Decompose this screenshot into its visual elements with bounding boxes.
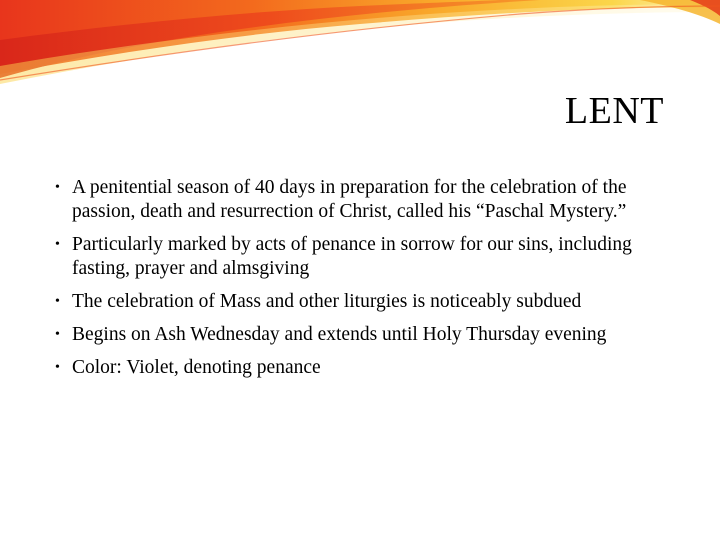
list-item (52, 290, 672, 314)
bullet-text: Particularly marked by acts of penance in sorrow for our sins, including fasting, prayer and almsgiving (72, 234, 632, 279)
bullet-list (52, 176, 672, 389)
bullet-text: The celebration of Mass and other liturgies is noticeably subdued (72, 291, 582, 312)
list-item (52, 356, 672, 380)
bullet-text: Color: Violet, denoting penance (72, 357, 321, 378)
bullet-marker: • (55, 294, 60, 309)
bullet-marker: • (55, 327, 60, 342)
slide-title: LENT (564, 90, 664, 132)
bullet-marker: • (55, 237, 60, 252)
bullet-marker: • (55, 180, 60, 195)
bullet-marker: • (55, 360, 60, 375)
list-item (52, 176, 672, 224)
list-item (52, 233, 672, 281)
bullet-text: Begins on Ash Wednesday and extends until Holy Thursday evening (72, 324, 607, 345)
bullet-text: A penitential season of 40 days in preparation for the celebration of the passion, death and resurrection of Christ, called his “Paschal Mystery.” (72, 177, 627, 222)
list-item (52, 323, 672, 347)
decorative-banner (0, 0, 720, 100)
